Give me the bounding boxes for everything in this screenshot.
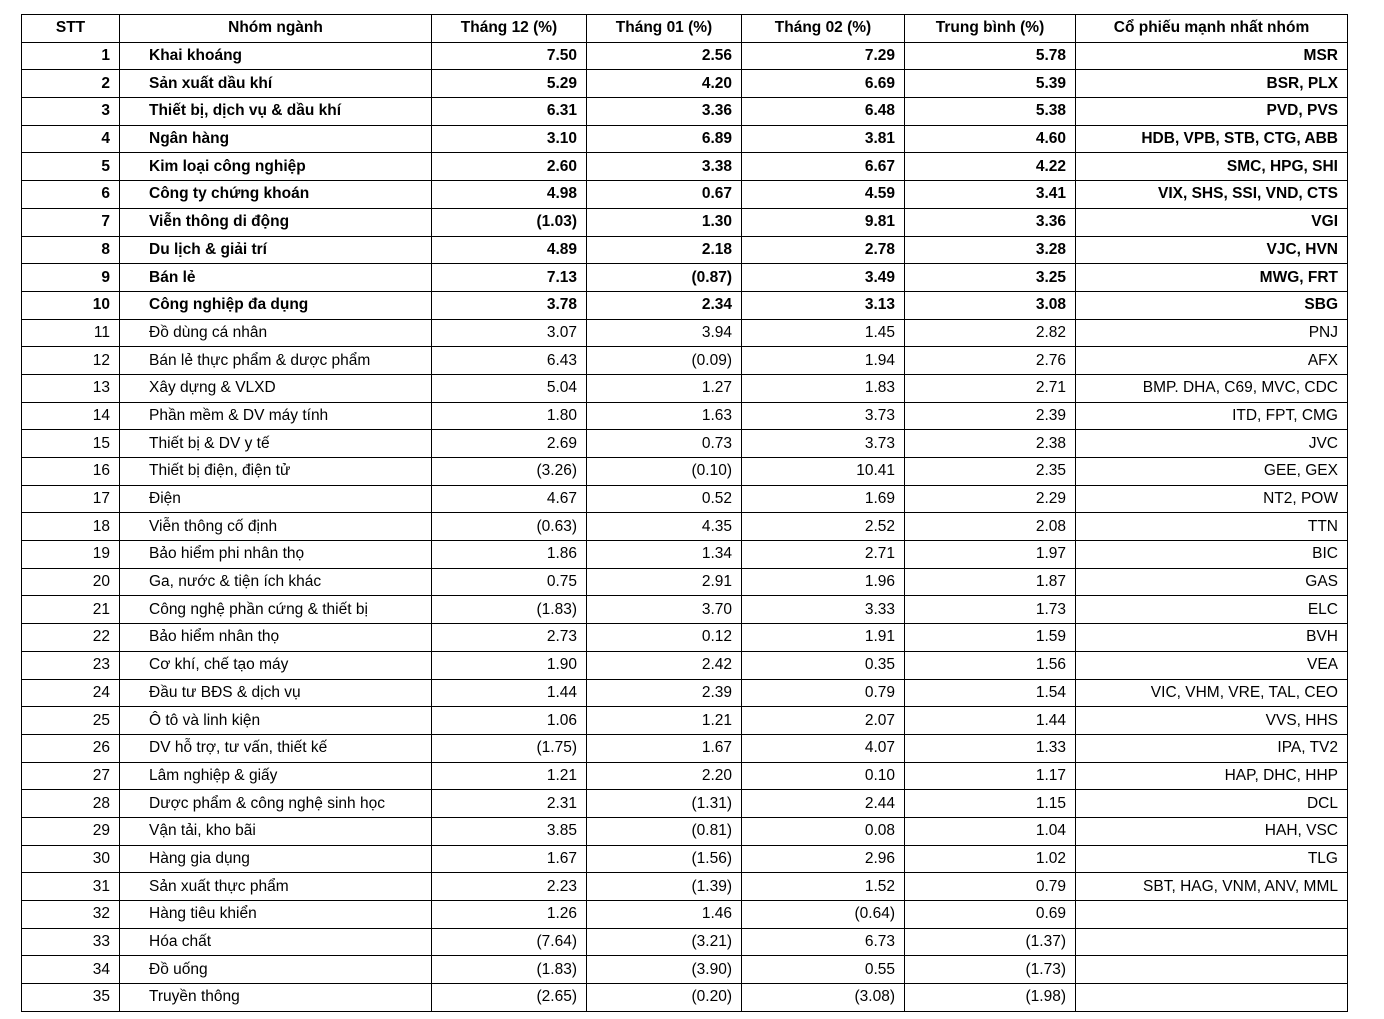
cell-feb: 2.07: [742, 707, 905, 735]
cell-dec: 7.13: [432, 264, 587, 292]
table-row: [22, 707, 1348, 735]
cell-top-stocks: BMP. DHA, C69, MVC, CDC: [1076, 374, 1348, 402]
cell-sector: Phần mềm & DV máy tính: [120, 402, 432, 430]
cell-feb: 1.94: [742, 347, 905, 375]
cell-feb: 2.71: [742, 541, 905, 569]
cell-dec: (2.65): [432, 984, 587, 1012]
cell-feb: 7.29: [742, 42, 905, 70]
cell-feb: 6.69: [742, 70, 905, 98]
cell-feb: 0.10: [742, 762, 905, 790]
cell-feb: (3.08): [742, 984, 905, 1012]
header-feb: Tháng 02 (%): [742, 15, 905, 43]
cell-feb: 4.59: [742, 181, 905, 209]
table-row: [22, 679, 1348, 707]
cell-sector: Bảo hiểm nhân thọ: [120, 624, 432, 652]
cell-stt: 22: [22, 624, 120, 652]
cell-dec: 3.85: [432, 817, 587, 845]
cell-dec: 1.90: [432, 651, 587, 679]
cell-jan: 0.73: [587, 430, 742, 458]
cell-dec: 1.67: [432, 845, 587, 873]
cell-stt: 8: [22, 236, 120, 264]
cell-avg: 3.08: [905, 291, 1076, 319]
table-row: [22, 291, 1348, 319]
cell-stt: 28: [22, 790, 120, 818]
cell-sector: Ga, nước & tiện ích khác: [120, 568, 432, 596]
table-row: [22, 374, 1348, 402]
cell-top-stocks: PNJ: [1076, 319, 1348, 347]
cell-sector: Công nghệ phần cứng & thiết bị: [120, 596, 432, 624]
cell-top-stocks: AFX: [1076, 347, 1348, 375]
cell-top-stocks: PVD, PVS: [1076, 98, 1348, 126]
cell-stt: 30: [22, 845, 120, 873]
cell-avg: 2.71: [905, 374, 1076, 402]
cell-stt: 19: [22, 541, 120, 569]
cell-dec: 3.78: [432, 291, 587, 319]
cell-feb: 1.91: [742, 624, 905, 652]
cell-stt: 15: [22, 430, 120, 458]
cell-feb: 3.73: [742, 402, 905, 430]
cell-dec: 7.50: [432, 42, 587, 70]
cell-avg: (1.37): [905, 928, 1076, 956]
cell-stt: 31: [22, 873, 120, 901]
cell-avg: 3.25: [905, 264, 1076, 292]
cell-avg: 2.08: [905, 513, 1076, 541]
cell-avg: 1.59: [905, 624, 1076, 652]
cell-sector: Công nghiệp đa dụng: [120, 291, 432, 319]
cell-dec: 2.73: [432, 624, 587, 652]
cell-dec: 1.21: [432, 762, 587, 790]
cell-avg: 2.39: [905, 402, 1076, 430]
cell-avg: 0.79: [905, 873, 1076, 901]
cell-feb: 3.73: [742, 430, 905, 458]
cell-top-stocks: [1076, 956, 1348, 984]
cell-sector: Lâm nghiệp & giấy: [120, 762, 432, 790]
cell-sector: Hàng tiêu khiển: [120, 901, 432, 929]
cell-sector: Hóa chất: [120, 928, 432, 956]
cell-stt: 21: [22, 596, 120, 624]
cell-jan: 2.42: [587, 651, 742, 679]
cell-sector: Dược phẩm & công nghệ sinh học: [120, 790, 432, 818]
cell-jan: 1.46: [587, 901, 742, 929]
cell-dec: 3.07: [432, 319, 587, 347]
cell-stt: 25: [22, 707, 120, 735]
cell-dec: 6.43: [432, 347, 587, 375]
cell-avg: 3.41: [905, 181, 1076, 209]
cell-sector: DV hỗ trợ, tư vấn, thiết kế: [120, 734, 432, 762]
table-row: [22, 458, 1348, 486]
cell-sector: Bán lẻ thực phẩm & dược phẩm: [120, 347, 432, 375]
table-row: [22, 624, 1348, 652]
cell-stt: 20: [22, 568, 120, 596]
cell-stt: 27: [22, 762, 120, 790]
cell-jan: (1.39): [587, 873, 742, 901]
cell-feb: 10.41: [742, 458, 905, 486]
cell-stt: 34: [22, 956, 120, 984]
cell-jan: 0.12: [587, 624, 742, 652]
cell-dec: 4.89: [432, 236, 587, 264]
cell-top-stocks: [1076, 901, 1348, 929]
table-row: [22, 264, 1348, 292]
cell-feb: 6.48: [742, 98, 905, 126]
cell-jan: 1.67: [587, 734, 742, 762]
cell-avg: 3.28: [905, 236, 1076, 264]
table-row: [22, 956, 1348, 984]
cell-avg: 1.44: [905, 707, 1076, 735]
cell-stt: 7: [22, 208, 120, 236]
cell-jan: 6.89: [587, 125, 742, 153]
cell-dec: (1.83): [432, 956, 587, 984]
cell-stt: 2: [22, 70, 120, 98]
cell-top-stocks: BVH: [1076, 624, 1348, 652]
table-row: [22, 541, 1348, 569]
cell-feb: 9.81: [742, 208, 905, 236]
cell-jan: (3.21): [587, 928, 742, 956]
cell-avg: (1.98): [905, 984, 1076, 1012]
cell-sector: Thiết bị, dịch vụ & dầu khí: [120, 98, 432, 126]
cell-feb: 2.96: [742, 845, 905, 873]
cell-avg: 2.82: [905, 319, 1076, 347]
cell-feb: 3.49: [742, 264, 905, 292]
cell-jan: 3.36: [587, 98, 742, 126]
cell-avg: 1.73: [905, 596, 1076, 624]
cell-jan: (1.31): [587, 790, 742, 818]
cell-jan: (0.10): [587, 458, 742, 486]
cell-jan: 2.34: [587, 291, 742, 319]
cell-sector: Sản xuất dầu khí: [120, 70, 432, 98]
cell-sector: Hàng gia dụng: [120, 845, 432, 873]
table-row: [22, 651, 1348, 679]
cell-stt: 6: [22, 181, 120, 209]
cell-jan: 1.63: [587, 402, 742, 430]
cell-jan: (0.87): [587, 264, 742, 292]
cell-top-stocks: MWG, FRT: [1076, 264, 1348, 292]
cell-top-stocks: VGI: [1076, 208, 1348, 236]
cell-dec: 1.26: [432, 901, 587, 929]
cell-stt: 23: [22, 651, 120, 679]
cell-top-stocks: HAH, VSC: [1076, 817, 1348, 845]
cell-sector: Thiết bị điện, điện tử: [120, 458, 432, 486]
cell-top-stocks: ITD, FPT, CMG: [1076, 402, 1348, 430]
cell-stt: 4: [22, 125, 120, 153]
cell-avg: 1.15: [905, 790, 1076, 818]
cell-jan: 3.94: [587, 319, 742, 347]
cell-jan: 1.30: [587, 208, 742, 236]
cell-jan: 2.56: [587, 42, 742, 70]
cell-sector: Cơ khí, chế tạo máy: [120, 651, 432, 679]
cell-top-stocks: DCL: [1076, 790, 1348, 818]
cell-jan: 4.35: [587, 513, 742, 541]
table-row: [22, 125, 1348, 153]
table-row: [22, 568, 1348, 596]
cell-sector: Đồ uống: [120, 956, 432, 984]
cell-dec: 4.98: [432, 181, 587, 209]
cell-dec: 2.23: [432, 873, 587, 901]
cell-stt: 24: [22, 679, 120, 707]
cell-dec: 4.67: [432, 485, 587, 513]
cell-jan: (0.81): [587, 817, 742, 845]
cell-stt: 16: [22, 458, 120, 486]
cell-dec: 5.04: [432, 374, 587, 402]
table-row: [22, 98, 1348, 126]
header-stt: STT: [22, 15, 120, 43]
cell-stt: 12: [22, 347, 120, 375]
cell-dec: 6.31: [432, 98, 587, 126]
cell-jan: 4.20: [587, 70, 742, 98]
cell-top-stocks: VJC, HVN: [1076, 236, 1348, 264]
cell-dec: (1.03): [432, 208, 587, 236]
table-row: [22, 485, 1348, 513]
cell-avg: 1.04: [905, 817, 1076, 845]
cell-avg: 4.22: [905, 153, 1076, 181]
cell-jan: (0.09): [587, 347, 742, 375]
cell-dec: 5.29: [432, 70, 587, 98]
cell-stt: 3: [22, 98, 120, 126]
cell-sector: Bán lẻ: [120, 264, 432, 292]
cell-jan: 2.39: [587, 679, 742, 707]
cell-dec: 2.69: [432, 430, 587, 458]
cell-stt: 10: [22, 291, 120, 319]
cell-avg: 1.87: [905, 568, 1076, 596]
cell-top-stocks: [1076, 984, 1348, 1012]
cell-dec: 1.80: [432, 402, 587, 430]
cell-sector: Du lịch & giải trí: [120, 236, 432, 264]
cell-avg: 1.33: [905, 734, 1076, 762]
cell-dec: 0.75: [432, 568, 587, 596]
header-row: [22, 15, 1348, 43]
cell-sector: Kim loại công nghiệp: [120, 153, 432, 181]
cell-top-stocks: IPA, TV2: [1076, 734, 1348, 762]
cell-dec: (7.64): [432, 928, 587, 956]
cell-avg: 5.39: [905, 70, 1076, 98]
cell-avg: 2.76: [905, 347, 1076, 375]
cell-sector: Điện: [120, 485, 432, 513]
cell-sector: Thiết bị & DV y tế: [120, 430, 432, 458]
cell-stt: 13: [22, 374, 120, 402]
cell-feb: 2.78: [742, 236, 905, 264]
cell-top-stocks: SBG: [1076, 291, 1348, 319]
cell-top-stocks: VIC, VHM, VRE, TAL, CEO: [1076, 679, 1348, 707]
cell-top-stocks: TLG: [1076, 845, 1348, 873]
cell-dec: 3.10: [432, 125, 587, 153]
cell-jan: (0.20): [587, 984, 742, 1012]
table-row: [22, 873, 1348, 901]
cell-dec: 1.06: [432, 707, 587, 735]
cell-dec: (0.63): [432, 513, 587, 541]
cell-stt: 9: [22, 264, 120, 292]
cell-stt: 26: [22, 734, 120, 762]
cell-jan: 2.18: [587, 236, 742, 264]
table-row: [22, 734, 1348, 762]
cell-avg: 5.78: [905, 42, 1076, 70]
cell-feb: 2.44: [742, 790, 905, 818]
table-row: [22, 153, 1348, 181]
cell-dec: (1.75): [432, 734, 587, 762]
cell-stt: 1: [22, 42, 120, 70]
cell-top-stocks: VIX, SHS, SSI, VND, CTS: [1076, 181, 1348, 209]
cell-top-stocks: MSR: [1076, 42, 1348, 70]
cell-feb: 3.81: [742, 125, 905, 153]
table-row: [22, 181, 1348, 209]
cell-feb: 3.33: [742, 596, 905, 624]
cell-stt: 5: [22, 153, 120, 181]
cell-dec: 2.60: [432, 153, 587, 181]
cell-feb: 0.79: [742, 679, 905, 707]
cell-top-stocks: VEA: [1076, 651, 1348, 679]
cell-top-stocks: HDB, VPB, STB, CTG, ABB: [1076, 125, 1348, 153]
table-row: [22, 596, 1348, 624]
cell-feb: 1.96: [742, 568, 905, 596]
cell-jan: 0.52: [587, 485, 742, 513]
cell-top-stocks: GEE, GEX: [1076, 458, 1348, 486]
sector-performance-table: [21, 14, 1348, 1012]
table-row: [22, 319, 1348, 347]
cell-sector: Đầu tư BĐS & dịch vụ: [120, 679, 432, 707]
cell-feb: 1.83: [742, 374, 905, 402]
cell-jan: 2.20: [587, 762, 742, 790]
cell-dec: (3.26): [432, 458, 587, 486]
cell-avg: 1.97: [905, 541, 1076, 569]
cell-top-stocks: [1076, 928, 1348, 956]
cell-jan: 1.34: [587, 541, 742, 569]
cell-jan: 3.70: [587, 596, 742, 624]
cell-jan: 2.91: [587, 568, 742, 596]
cell-feb: 6.73: [742, 928, 905, 956]
cell-dec: 2.31: [432, 790, 587, 818]
cell-feb: 1.69: [742, 485, 905, 513]
cell-avg: 5.38: [905, 98, 1076, 126]
cell-sector: Ô tô và linh kiện: [120, 707, 432, 735]
cell-sector: Đồ dùng cá nhân: [120, 319, 432, 347]
cell-stt: 11: [22, 319, 120, 347]
cell-sector: Viễn thông di động: [120, 208, 432, 236]
cell-sector: Khai khoáng: [120, 42, 432, 70]
cell-avg: 0.69: [905, 901, 1076, 929]
table-row: [22, 817, 1348, 845]
cell-top-stocks: GAS: [1076, 568, 1348, 596]
cell-avg: 2.38: [905, 430, 1076, 458]
cell-avg: (1.73): [905, 956, 1076, 984]
cell-feb: 0.55: [742, 956, 905, 984]
table-row: [22, 347, 1348, 375]
header-jan: Tháng 01 (%): [587, 15, 742, 43]
cell-top-stocks: VVS, HHS: [1076, 707, 1348, 735]
table-row: [22, 42, 1348, 70]
cell-stt: 35: [22, 984, 120, 1012]
cell-top-stocks: SBT, HAG, VNM, ANV, MML: [1076, 873, 1348, 901]
cell-avg: 4.60: [905, 125, 1076, 153]
table-row: [22, 402, 1348, 430]
cell-sector: Viễn thông cố định: [120, 513, 432, 541]
table-row: [22, 236, 1348, 264]
cell-top-stocks: ELC: [1076, 596, 1348, 624]
cell-feb: 4.07: [742, 734, 905, 762]
cell-dec: (1.83): [432, 596, 587, 624]
cell-avg: 2.35: [905, 458, 1076, 486]
cell-avg: 1.56: [905, 651, 1076, 679]
cell-feb: 1.45: [742, 319, 905, 347]
header-dec: Tháng 12 (%): [432, 15, 587, 43]
sector-table-container: [21, 14, 1348, 1012]
cell-feb: 2.52: [742, 513, 905, 541]
table-row: [22, 845, 1348, 873]
cell-sector: Truyền thông: [120, 984, 432, 1012]
cell-dec: 1.86: [432, 541, 587, 569]
table-row: [22, 208, 1348, 236]
header-sector: Nhóm ngành: [120, 15, 432, 43]
cell-stt: 33: [22, 928, 120, 956]
cell-sector: Công ty chứng khoán: [120, 181, 432, 209]
cell-avg: 1.54: [905, 679, 1076, 707]
cell-top-stocks: SMC, HPG, SHI: [1076, 153, 1348, 181]
cell-stt: 14: [22, 402, 120, 430]
table-row: [22, 984, 1348, 1012]
cell-top-stocks: HAP, DHC, HHP: [1076, 762, 1348, 790]
table-row: [22, 928, 1348, 956]
header-avg: Trung bình (%): [905, 15, 1076, 43]
table-row: [22, 901, 1348, 929]
cell-sector: Ngân hàng: [120, 125, 432, 153]
table-row: [22, 70, 1348, 98]
cell-top-stocks: TTN: [1076, 513, 1348, 541]
cell-jan: 1.21: [587, 707, 742, 735]
cell-stt: 29: [22, 817, 120, 845]
cell-feb: (0.64): [742, 901, 905, 929]
cell-top-stocks: BSR, PLX: [1076, 70, 1348, 98]
cell-avg: 2.29: [905, 485, 1076, 513]
cell-feb: 6.67: [742, 153, 905, 181]
cell-stt: 17: [22, 485, 120, 513]
cell-sector: Sản xuất thực phẩm: [120, 873, 432, 901]
cell-feb: 0.35: [742, 651, 905, 679]
table-row: [22, 513, 1348, 541]
cell-jan: (3.90): [587, 956, 742, 984]
header-top-stocks: Cổ phiếu mạnh nhất nhóm: [1076, 15, 1348, 43]
cell-top-stocks: NT2, POW: [1076, 485, 1348, 513]
table-body: [22, 42, 1348, 1011]
cell-feb: 0.08: [742, 817, 905, 845]
cell-top-stocks: BIC: [1076, 541, 1348, 569]
cell-feb: 1.52: [742, 873, 905, 901]
cell-sector: Xây dựng & VLXD: [120, 374, 432, 402]
cell-sector: Vận tải, kho bãi: [120, 817, 432, 845]
cell-top-stocks: JVC: [1076, 430, 1348, 458]
cell-stt: 32: [22, 901, 120, 929]
cell-jan: 3.38: [587, 153, 742, 181]
cell-sector: Bảo hiểm phi nhân thọ: [120, 541, 432, 569]
cell-avg: 3.36: [905, 208, 1076, 236]
cell-stt: 18: [22, 513, 120, 541]
table-row: [22, 790, 1348, 818]
cell-jan: 1.27: [587, 374, 742, 402]
cell-avg: 1.17: [905, 762, 1076, 790]
cell-jan: 0.67: [587, 181, 742, 209]
cell-dec: 1.44: [432, 679, 587, 707]
table-row: [22, 430, 1348, 458]
cell-jan: (1.56): [587, 845, 742, 873]
cell-avg: 1.02: [905, 845, 1076, 873]
cell-feb: 3.13: [742, 291, 905, 319]
table-row: [22, 762, 1348, 790]
